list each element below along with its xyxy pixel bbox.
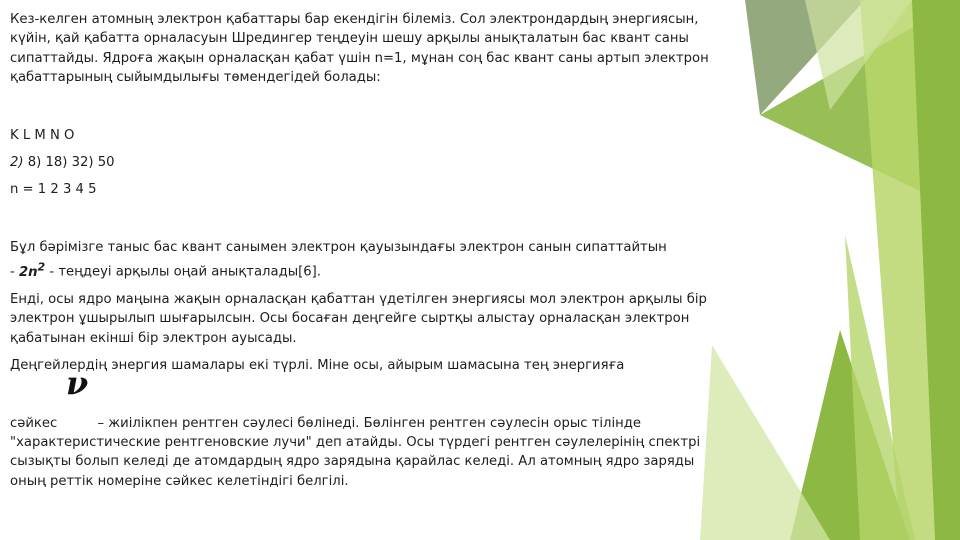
count-paragraph bbox=[10, 238, 730, 282]
xray-paragraph bbox=[10, 414, 730, 492]
xray-lead: сәйкес bbox=[10, 415, 58, 431]
xray-rest: – жиілікпен рентген сәулесі бөлінеді. Бөлінген рентген сәулесін орыс тілінде "характеристические рентгеновские лучи" деп атайды. Осы түрдегі рентген сәулелерінің спектрі сызықты болып келеді де атомдардың ядро зарядына қарайлас келеді. Ал атомның ядро заряды оның реттік номеріне сәйкес келетіндігі белгілі. bbox=[10, 415, 701, 489]
nu-symbol: ν bbox=[66, 363, 89, 402]
capacity-first: 2) bbox=[10, 155, 24, 171]
transition-paragraph: Енді, осы ядро маңына жақын орналасқан қабаттан үдетілген энергиясы мол электрон арқылы бір электрон ұшырылып шығарылсын. Осы босаған деңгейге сыртқы алыстау орналасқан электрон қабатынан екінші бір электрон ауысады. bbox=[10, 292, 707, 346]
formula-base: 2n bbox=[18, 264, 38, 280]
quantum-number-row: n = 1 2 3 4 5 bbox=[10, 182, 97, 198]
capacity-rest: 8) 18) 32) 50 bbox=[23, 155, 115, 171]
shell-letters-row: K L M N O bbox=[10, 127, 75, 143]
formula-exponent: 2 bbox=[37, 260, 46, 274]
formula-suffix: - теңдеуі арқылы оңай анықталады[6]. bbox=[45, 264, 321, 280]
count-line-1: Бұл бәрімізге таныс бас квант санымен электрон қауызындағы электрон санын сипаттайтын bbox=[10, 239, 667, 255]
intro-paragraph: Кез-келген атомның электрон қабаттары бар екендігін білеміз. Сол электрондардың энергиясын, күйін, қай қабатта орналасуын Шредингер теңдеуін шешу арқылы анықталатын бас квант саны сипаттайды. Ядроға жақын орналасқан қабат үшін n=1, мұнан соң бас квант саны артып электрон қабаттарының сыйымдылығы төмендегідей болады: bbox=[10, 12, 709, 86]
formula-prefix: - bbox=[10, 264, 19, 280]
slide-text-body bbox=[10, 10, 730, 491]
formula-2n bbox=[18, 260, 46, 280]
energy-paragraph: Деңгейлердің энергия шамалары екі түрлі. Міне осы, айырым шамасына тең энергияға bbox=[10, 358, 625, 374]
shell-capacity-row bbox=[10, 153, 730, 172]
